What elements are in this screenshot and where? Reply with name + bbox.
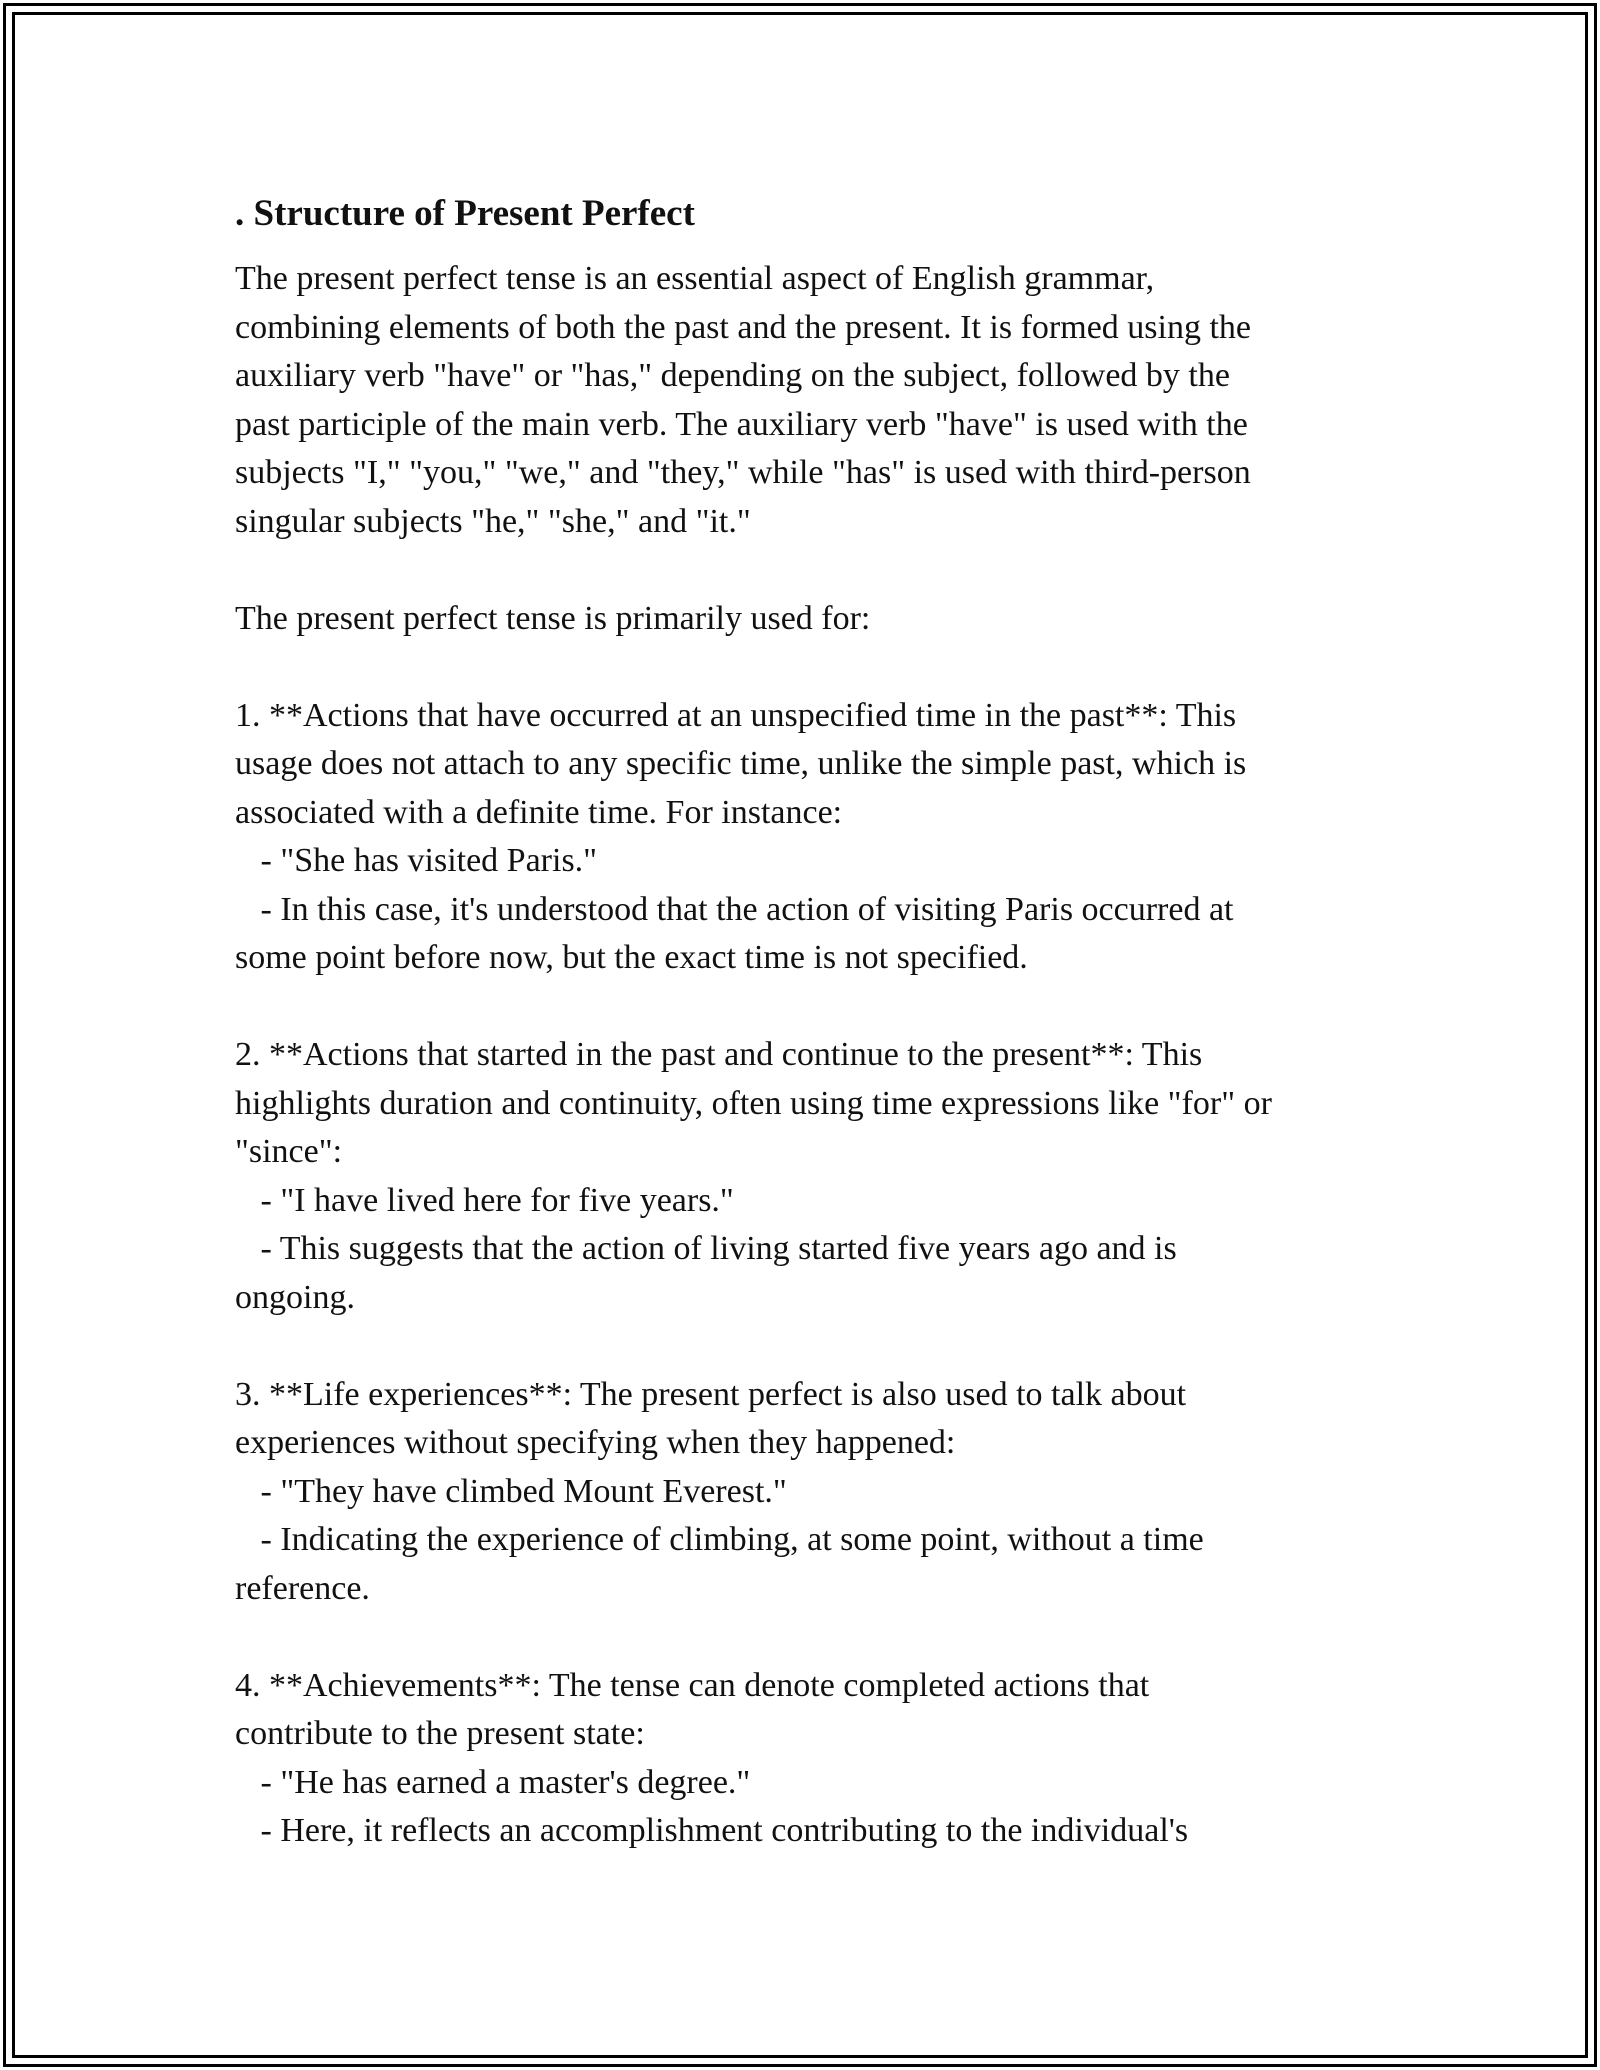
document-body-text: The present perfect tense is an essential aspect of English grammar, combining elements of both the past and the present. It is formed using the auxiliary verb "have" or "has," depending on the subject, followed by the past participle of the main verb. The auxiliary verb "have" is used with the subjects "I," "you," "we," and "they," while "has" is used with third-person singular subjects "he," "she," and "it." The present perfect tense is primarily used for: 1. **Actions that have occurred at an unspecified time in the past**: This usage does not attach to any specific time, unlike the simple past, which is associated with a definite time. For instance: - "She has visited Paris." - In this case, it's understood that the action of visiting Paris occurred at some point before now, but the exact time is not specified. 2. **Actions that started in the past and continue to the present**: This highlights duration and continuity, often using time expressions like "for" or "since": - "I have lived here for five years." - This suggests that the action of living started five years ago and is ongoing. 3. **Life experiences**: The present perfect is also used to talk about experiences without specifying when they happened: - "They have climbed Mount Everest." - Indicating the experience of climbing, at some point, without a time reference. 4. **Achievements**: The tense can denote completed actions that contribute to the present state: - "He has earned a master's degree." - Here, it reflects an accomplishment contributing to the individual's [235, 260, 1272, 1849]
document-content [235, 186, 1375, 1856]
page-title: . Structure of Present Perfect [235, 193, 695, 234]
